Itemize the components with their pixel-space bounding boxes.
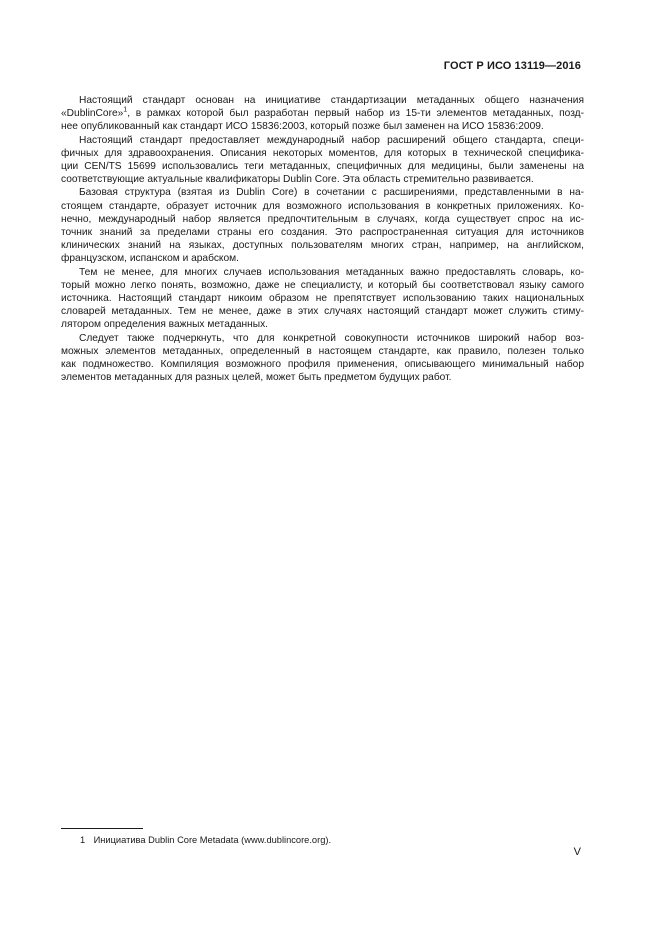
text-line: Тем не менее, для многих случаев использования метаданных важно предоставлять словарь, ко- [79,266,584,278]
footnote-number: 1 [80,835,86,845]
text-line: нее опубликованный как стандарт ИСО 15836:2003, который позже был заменен на ИСО 15836:2009. [61,121,544,133]
text-line: словарей метаданных. Тем не менее, даже в этих случаях настоящий стандарт может служить стиму- [61,306,584,318]
body-text [61,94,584,384]
text-line: клинических знаний на языках, доступных пользователям многих стран, например, на английском, [61,240,584,252]
text-line: стоящем стандарте, образует источник для возможного использования в конкретных приложениях. Ко- [61,200,584,212]
text-line: французском, испанском и арабском. [61,253,239,265]
paragraph-4 [61,266,584,332]
footnote [80,834,331,846]
text-line: Настоящий стандарт предоставляет международный набор расширений общего стандарта, специ- [79,134,584,146]
paragraph-2 [61,134,584,187]
footnote-divider [61,828,143,829]
text-line: можных элементов метаданных, определенный в настоящем стандарте, как правило, полезен только [61,345,584,357]
text-line: как подмножество. Компиляция возможного профиля применения, описывающего минимальный набор [61,359,584,371]
paragraph-5 [61,332,584,385]
paragraph-1 [61,94,584,134]
text-line: точник знаний за пределами страны его создания. Это распространенная ситуация для источников [61,227,584,239]
text-line: Базовая структура (взятая из Dublin Core) в сочетании с расширениями, представленными в на- [79,187,584,199]
text-line: торый можно легко понять, возможно, даже не специалисту, и который бы соответствовал языку самого [61,279,584,291]
text-line: нечно, международный набор является предпочтительным в случаях, когда существует спрос на ис- [61,213,584,225]
text-line: фичных для здравоохранения. Описания некоторых моментов, для которых в технической специфика- [61,147,584,159]
text-line: Следует также подчеркнуть, что для конкретной совокупности источников широкий набор воз- [79,332,584,344]
text-line: лятором определения важных метаданных. [61,319,268,331]
text-line: источника. Настоящий стандарт никоим образом не препятствует использованию таких национальных [61,293,584,305]
text-line: элементов метаданных для разных целей, может быть предметом будущих работ. [61,372,452,384]
text-line: ции CEN/TS 15699 использовались теги метаданных, специфичных для медицины, были заменены на [61,161,584,173]
footnote-marker: 1 [123,106,128,114]
page-number: V [573,846,581,858]
footnote-text: Инициатива Dublin Core Metadata (www.dublincore.org). [93,835,332,845]
text-line: «DublinCore»$^1$, в рамках которой был разработан первый набор из 15-ти элементов метаданных, позд- [61,106,584,120]
text-line: соответствующие актуальные квалификаторы Dublin Core. Эта область стремительно развивается. [61,174,534,186]
text-line: Настоящий стандарт основан на инициативе стандартизации метаданных общего назначения [79,95,584,106]
document-header: ГОСТ Р ИСО 13119—2016 [443,60,581,72]
paragraph-3 [61,186,584,265]
